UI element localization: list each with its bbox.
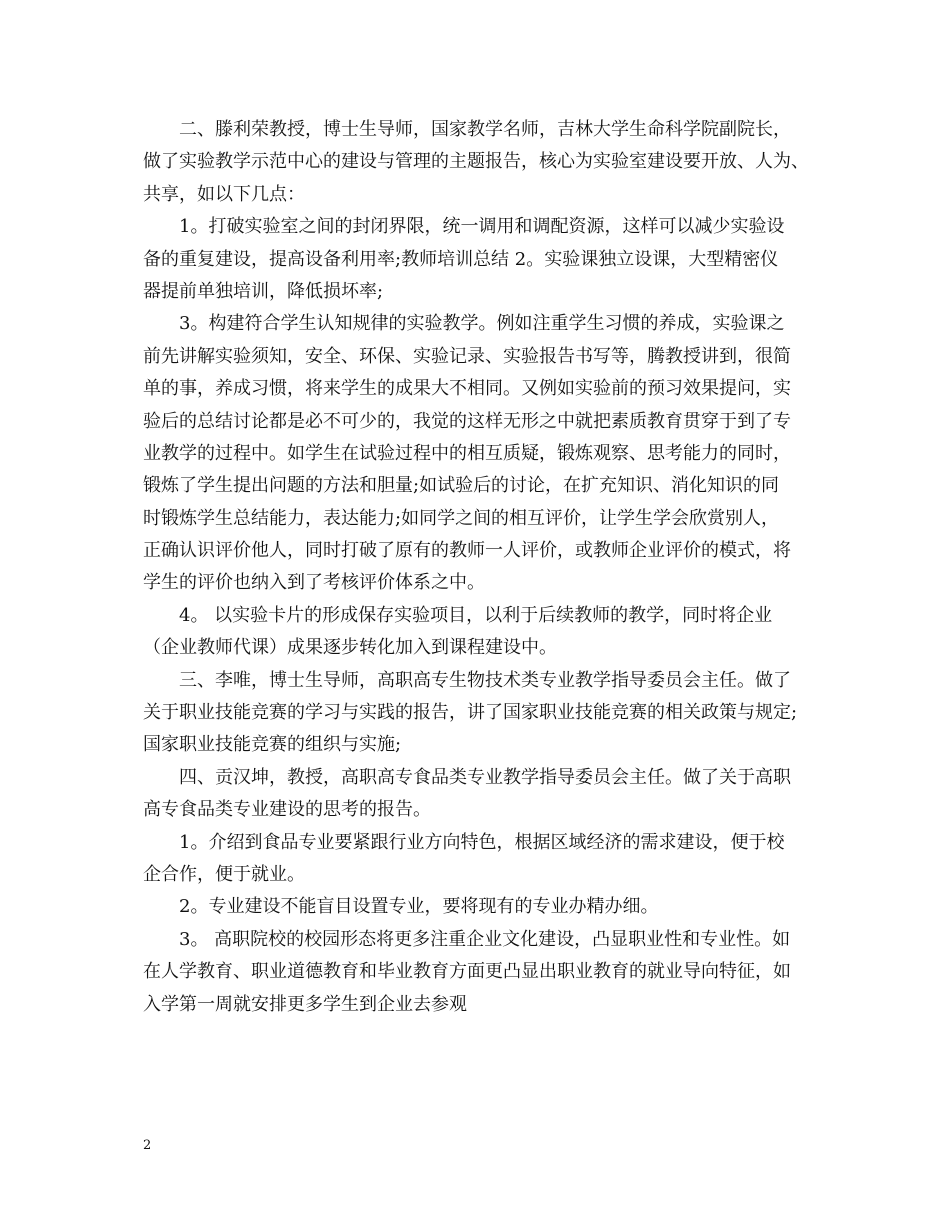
text-line: 前先讲解实验须知，安全、环保、实验记录、实验报告书写等，腾教授讲到，很简 [143, 345, 791, 367]
text-line: 2。专业建设不能盲目设置专业，要将现有的专业办精办细。 [179, 896, 659, 918]
text-line: 在人学教育、职业道德教育和毕业教育方面更凸显出职业教育的就业导向特征，如 [143, 961, 791, 983]
text-line: 企合作，便于就业。 [143, 863, 305, 885]
text-line: 学生的评价也纳入到了考核评价体系之中。 [143, 572, 485, 594]
text-line: 正确认识评价他人，同时打破了原有的教师一人评价，或教师企业评价的模式，将 [143, 540, 791, 562]
document-body [143, 114, 823, 1021]
text-line: 锻炼了学生提出问题的方法和胆量;如试验后的讨论，在扩充知识、消化知识的同 [143, 475, 780, 497]
text-line: 1。打破实验室之间的封闭界限，统一调用和调配资源，这样可以减少实验设 [179, 216, 785, 238]
text-line: 业教学的过程中。如学生在试验过程中的相互质疑，锻炼观察、思考能力的同时， [143, 442, 791, 464]
text-line: 四、贡汉坤，教授，高职高专食品类专业教学指导委员会主任。做了关于高职 [179, 766, 791, 788]
text-line: 三、李唯，博士生导师，高职高专生物技术类专业教学指导委员会主任。做了 [179, 669, 791, 691]
text-line: 备的重复建设，提高设备利用率;教师培训总结 2。实验课独立设课，大型精密仪 [143, 248, 779, 270]
text-line: 单的事，养成习惯，将来学生的成果大不相同。又例如实验前的预习效果提问，实 [143, 378, 791, 400]
text-line: 器提前单独培训，降低损坏率; [143, 280, 384, 302]
text-line: 国家职业技能竞赛的组织与实施; [143, 734, 402, 756]
text-line: 关于职业技能竞赛的学习与实践的报告，讲了国家职业技能竞赛的相关政策与规定; [143, 702, 798, 724]
page-number: 2 [143, 1138, 152, 1153]
text-line: 高专食品类专业建设的思考的报告。 [143, 799, 431, 821]
text-line: 时锻炼学生总结能力，表达能力;如同学之间的相互评价，让学生学会欣赏别人， [143, 507, 780, 529]
text-line: 3。构建符合学生认知规律的实验教学。例如注重学生习惯的养成，实验课之 [179, 313, 785, 335]
text-line: 验后的总结讨论都是必不可少的，我觉的这样无形之中就把素质教育贯穿于到了专 [143, 410, 791, 432]
text-line: 共享，如以下几点： [143, 183, 305, 205]
text-line: 二、滕利荣教授，博士生导师，国家教学名师，吉林大学生命科学院副院长， [179, 119, 791, 140]
text-line: 3。 高职院校的校园形态将更多注重企业文化建设，凸显职业性和专业性。如 [179, 928, 791, 950]
text-line: 做了实验教学示范中心的建设与管理的主题报告，核心为实验室建设要开放、人为、 [143, 151, 809, 173]
text-line: （企业教师代课）成果逐步转化加入到课程建设中。 [143, 637, 557, 659]
text-line: 4。 以实验卡片的形成保存实验项目，以利于后续教师的教学，同时将企业 [179, 604, 773, 626]
text-line: 入学第一周就安排更多学生到企业去参观 [143, 993, 467, 1015]
text-line: 1。介绍到食品专业要紧跟行业方向特色，根据区域经济的需求建设，便于校 [179, 831, 785, 853]
